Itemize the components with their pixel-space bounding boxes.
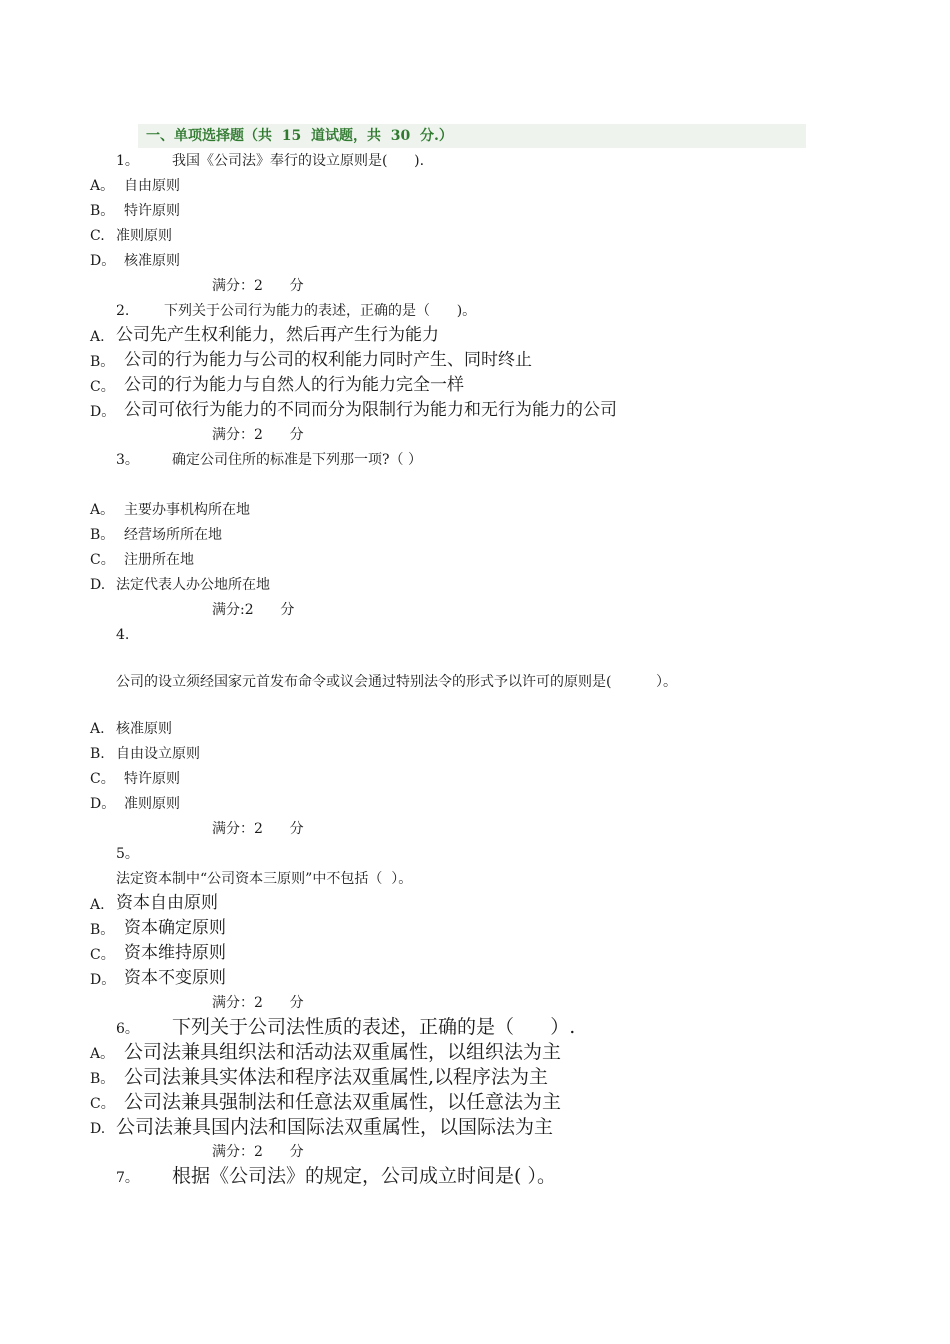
question-number: 4. [116, 627, 130, 643]
option-text: 资本确定原则 [124, 918, 226, 938]
option-text: 法定代表人办公地所在地 [116, 577, 270, 593]
score-label: 满分:2 分 [212, 602, 295, 618]
option-text: 自由设立原则 [116, 746, 200, 762]
question-stem: 我国《公司法》奉行的设立原则是( ). [172, 153, 425, 169]
question-stem: 下列关于公司行为能力的表述，正确的是（ )。 [164, 303, 477, 319]
option-letter: C。 [90, 1096, 115, 1112]
option-text: 特许原则 [124, 771, 180, 787]
question-number: 1。 [116, 153, 139, 169]
option-letter: B。 [90, 1071, 115, 1087]
option-text: 准则原则 [116, 228, 172, 244]
option-text: 准则原则 [124, 796, 180, 812]
score-label: 满分：2 分 [212, 1144, 304, 1160]
score-label: 满分：2 分 [212, 427, 304, 443]
option-letter: B. [90, 746, 105, 762]
question-number: 2. [116, 303, 130, 319]
option-text: 公司的行为能力与公司的权利能力同时产生、同时终止 [124, 350, 532, 370]
option-letter: C。 [90, 947, 115, 963]
option-letter: A。 [90, 502, 115, 518]
option-letter: C。 [90, 552, 115, 568]
option-letter: D。 [90, 404, 116, 420]
option-text: 核准原则 [124, 253, 180, 269]
option-text: 自由原则 [124, 178, 180, 194]
score-label: 满分：2 分 [212, 821, 304, 837]
option-text: 公司先产生权利能力，然后再产生行为能力 [116, 325, 439, 345]
section-header [138, 124, 806, 148]
question-number: 5。 [116, 846, 139, 862]
option-letter: D。 [90, 796, 116, 812]
question-stem: 法定资本制中“公司资本三原则”中不包括（ ）。 [116, 871, 413, 887]
option-letter: A. [90, 329, 105, 345]
option-letter: C。 [90, 379, 115, 395]
question-stem: 公司的设立须经国家元首发布命令或议会通过特别法令的形式予以许可的原则是( ）。 [116, 674, 677, 690]
option-text: 主要办事机构所在地 [124, 502, 250, 518]
option-letter: A. [90, 897, 105, 913]
score-label: 满分：2 分 [212, 995, 304, 1011]
option-letter: D. [90, 577, 106, 593]
option-text: 核准原则 [116, 721, 172, 737]
question-stem: 根据《公司法》的规定，公司成立时间是( ）。 [172, 1165, 556, 1187]
question-stem: 下列关于公司法性质的表述，正确的是（ ）. [172, 1016, 576, 1038]
option-letter: C。 [90, 771, 115, 787]
option-text: 特许原则 [124, 203, 180, 219]
option-letter: B。 [90, 354, 115, 370]
option-letter: D。 [90, 972, 116, 988]
section-title: 一、单项选择题（共 15 道试题，共 30 分.） [146, 128, 453, 144]
question-number: 7。 [116, 1170, 139, 1186]
score-label: 满分：2 分 [212, 278, 304, 294]
option-text: 公司法兼具实体法和程序法双重属性,以程序法为主 [124, 1066, 549, 1088]
option-text: 资本自由原则 [116, 893, 218, 913]
option-text: 经营场所所在地 [124, 527, 222, 543]
option-text: 公司可依行为能力的不同而分为限制行为能力和无行为能力的公司 [124, 400, 617, 420]
option-text: 资本不变原则 [124, 968, 226, 988]
option-letter: B。 [90, 922, 115, 938]
option-letter: D. [90, 1121, 106, 1137]
option-letter: B。 [90, 203, 115, 219]
option-text: 注册所在地 [124, 552, 194, 568]
option-letter: A。 [90, 178, 115, 194]
option-letter: B。 [90, 527, 115, 543]
option-letter: A。 [90, 1046, 115, 1062]
option-letter: C. [90, 228, 105, 244]
option-text: 公司的行为能力与自然人的行为能力完全一样 [124, 375, 464, 395]
question-stem: 确定公司住所的标准是下列那一项?（ ） [172, 452, 422, 468]
question-number: 6。 [116, 1021, 139, 1037]
option-text: 公司法兼具国内法和国际法双重属性，以国际法为主 [116, 1116, 554, 1138]
option-text: 公司法兼具组织法和活动法双重属性，以组织法为主 [124, 1041, 562, 1063]
option-letter: A. [90, 721, 105, 737]
option-text: 资本维持原则 [124, 943, 226, 963]
question-number: 3。 [116, 452, 139, 468]
option-letter: D。 [90, 253, 116, 269]
option-text: 公司法兼具强制法和任意法双重属性，以任意法为主 [124, 1091, 562, 1113]
